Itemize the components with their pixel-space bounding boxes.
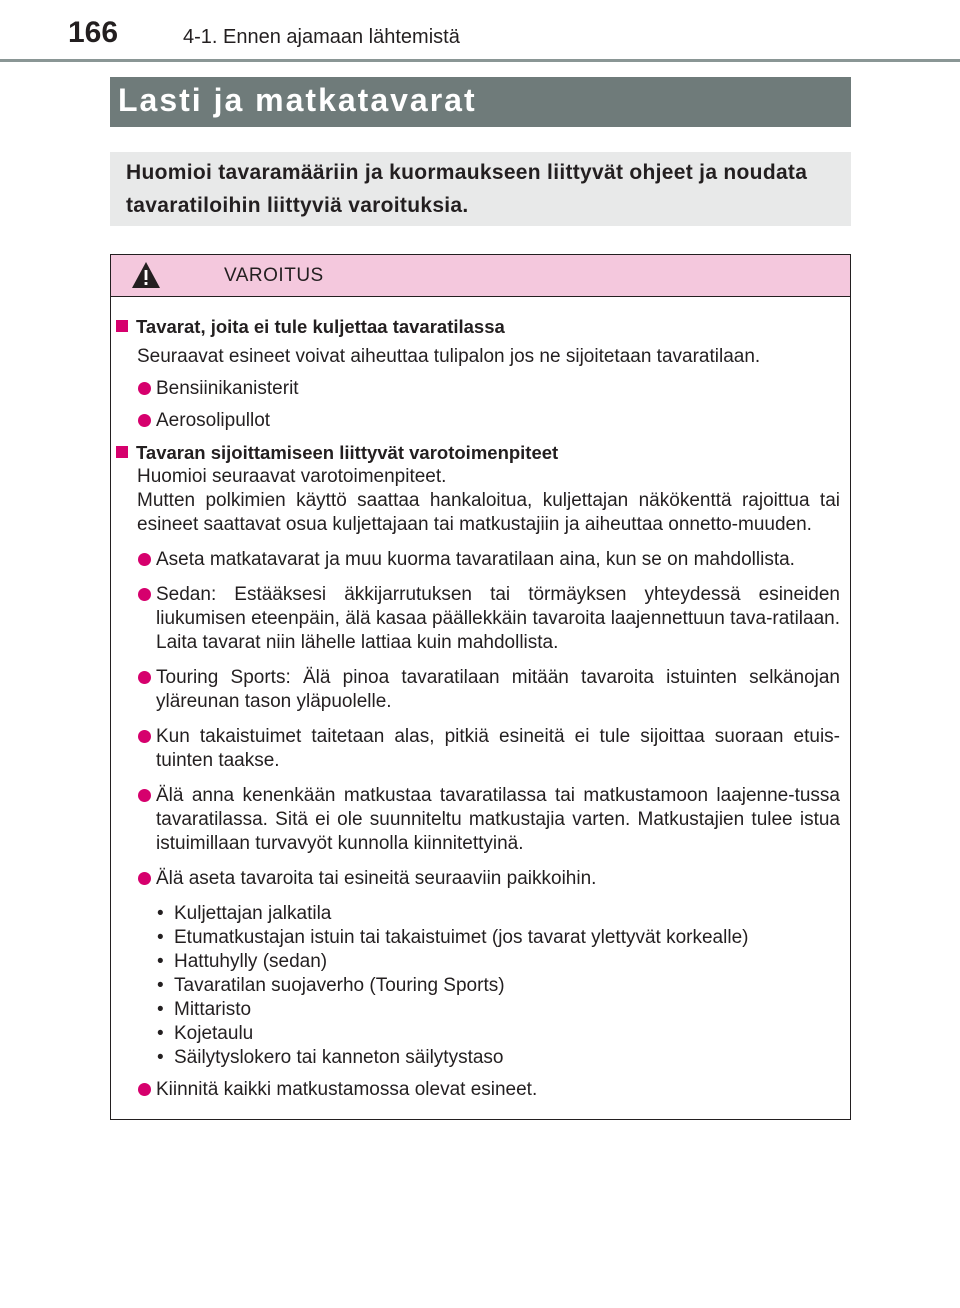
sub-bullet-icon: • [157, 903, 164, 924]
sub-bullet-icon: • [157, 1047, 164, 1068]
sub-bullet-icon: • [157, 1023, 164, 1044]
list-item [111, 666, 840, 714]
circle-bullet-icon [138, 414, 151, 427]
page-number: 166 [68, 16, 119, 49]
sub-list-item [111, 950, 840, 974]
list-item [111, 867, 840, 891]
chapter-title: 4-1. Ennen ajamaan lähtemistä [183, 26, 460, 48]
circle-bullet-icon [138, 671, 151, 684]
sub-bullet-icon: • [157, 951, 164, 972]
intro-line: Huomioi tavaramääriin ja kuormaukseen liittyvät ohjeet ja noudata [126, 161, 808, 184]
list-item [111, 784, 840, 856]
list-item-text: Touring Sports: Älä pinoa tavaratilaan mitään tavaroita istuinten selkänojan yläreunan tason yläpuolelle. [156, 667, 840, 712]
circle-bullet-icon [138, 588, 151, 601]
sub-list-item [111, 998, 840, 1022]
circle-bullet-icon [138, 382, 151, 395]
list-item-text: Aerosolipullot [156, 410, 271, 431]
warning-heading [111, 441, 840, 465]
circle-bullet-icon [138, 730, 151, 743]
list-item [111, 725, 840, 773]
sub-bullet-icon: • [157, 975, 164, 996]
paragraph: Seuraavat esineet voivat aiheuttaa tulipalon jos ne sijoitetaan tavaratilaan. [137, 346, 761, 367]
list-item [111, 548, 840, 572]
sub-list-item [111, 1046, 840, 1070]
sub-list-item-text: Tavaratilan suojaverho (Touring Sports) [174, 975, 505, 996]
warning-body [111, 315, 850, 1102]
warning-header [111, 255, 850, 297]
warning-heading [111, 315, 840, 339]
list-item-text: Kun takaistuimet taitetaan alas, pitkiä esineitä ei tule sijoittaa suoraan etuis-tuinten taakse. [156, 726, 840, 771]
list-item [111, 583, 840, 655]
sub-list-item-text: Kojetaulu [174, 1023, 254, 1044]
list-item-text: Älä anna kenenkään matkustaa tavaratilassa tai matkustamoon laajenne-tussa tavaratilassa. Sitä ei ole suunniteltu matkustajia varten. Matkustajien tulee istua istuimillaan turvavyöt kunnolla kiinnitettyinä. [156, 785, 840, 854]
section-title-bar [110, 77, 851, 127]
sub-list-item-text: Etumatkustajan istuin tai takaistuimet (jos tavarat ylettyvät korkealle) [174, 927, 749, 948]
sub-list-item-text: Säilytyslokero tai kanneton säilytystaso [174, 1047, 504, 1068]
sub-list-item [111, 902, 840, 926]
warning-label: VAROITUS [224, 265, 324, 286]
sub-bullet-icon: • [157, 999, 164, 1020]
list-item-text: Kiinnitä kaikki matkustamossa olevat esineet. [156, 1079, 538, 1100]
header-rule [0, 59, 960, 62]
intro-line: tavaratiloihin liittyviä varoituksia. [126, 194, 469, 217]
circle-bullet-icon [138, 789, 151, 802]
warning-triangle-icon [131, 261, 161, 289]
list-item-text: Älä aseta tavaroita tai esineitä seuraaviin paikkoihin. [156, 868, 597, 889]
list-item-text: Sedan: Estääksesi äkkijarrutuksen tai törmäyksen yhteydessä esineiden liukumisen eteenpäin, älä kasaa päällekkäin tavaroita laajennettuun tava-ratilaan. Laita tavarat niin lähelle lattiaa kuin mahdollista. [156, 584, 840, 653]
sub-list-item-text: Kuljettajan jalkatila [174, 903, 332, 924]
intro-box [110, 152, 851, 226]
list-item-text: Aseta matkatavarat ja muu kuorma tavaratilaan aina, kun se on mahdollista. [156, 549, 795, 570]
heading-text: Tavaran sijoittamiseen liittyvät varotoimenpiteet [136, 442, 559, 463]
sub-list-item [111, 926, 840, 950]
sub-bullet-icon: • [157, 927, 164, 948]
square-bullet-icon [116, 446, 128, 458]
circle-bullet-icon [138, 1083, 151, 1096]
list-item-text: Bensiinikanisterit [156, 378, 299, 399]
circle-bullet-icon [138, 553, 151, 566]
sub-list-item-text: Hattuhylly (sedan) [174, 951, 328, 972]
list-item [111, 409, 840, 433]
paragraph: Huomioi seuraavat varotoimenpiteet. [137, 466, 447, 487]
list-item [111, 1078, 840, 1102]
paragraph: Mutten polkimien käyttö saattaa hankaloitua, kuljettajan näkökenttä rajoittua tai esineet saattavat osua kuljettajaan tai matkustajiin ja aiheuttaa onnetto-muuden. [137, 490, 840, 535]
heading-text: Tavarat, joita ei tule kuljettaa tavaratilassa [136, 316, 505, 337]
list-item [111, 377, 840, 401]
sub-list-item-text: Mittaristo [174, 999, 252, 1020]
circle-bullet-icon [138, 872, 151, 885]
section-title: Lasti ja matkatavarat [118, 82, 477, 118]
intro-text [126, 156, 841, 222]
sub-list-item [111, 974, 840, 998]
square-bullet-icon [116, 320, 128, 332]
sub-list-item [111, 1022, 840, 1046]
warning-box [110, 254, 851, 1120]
